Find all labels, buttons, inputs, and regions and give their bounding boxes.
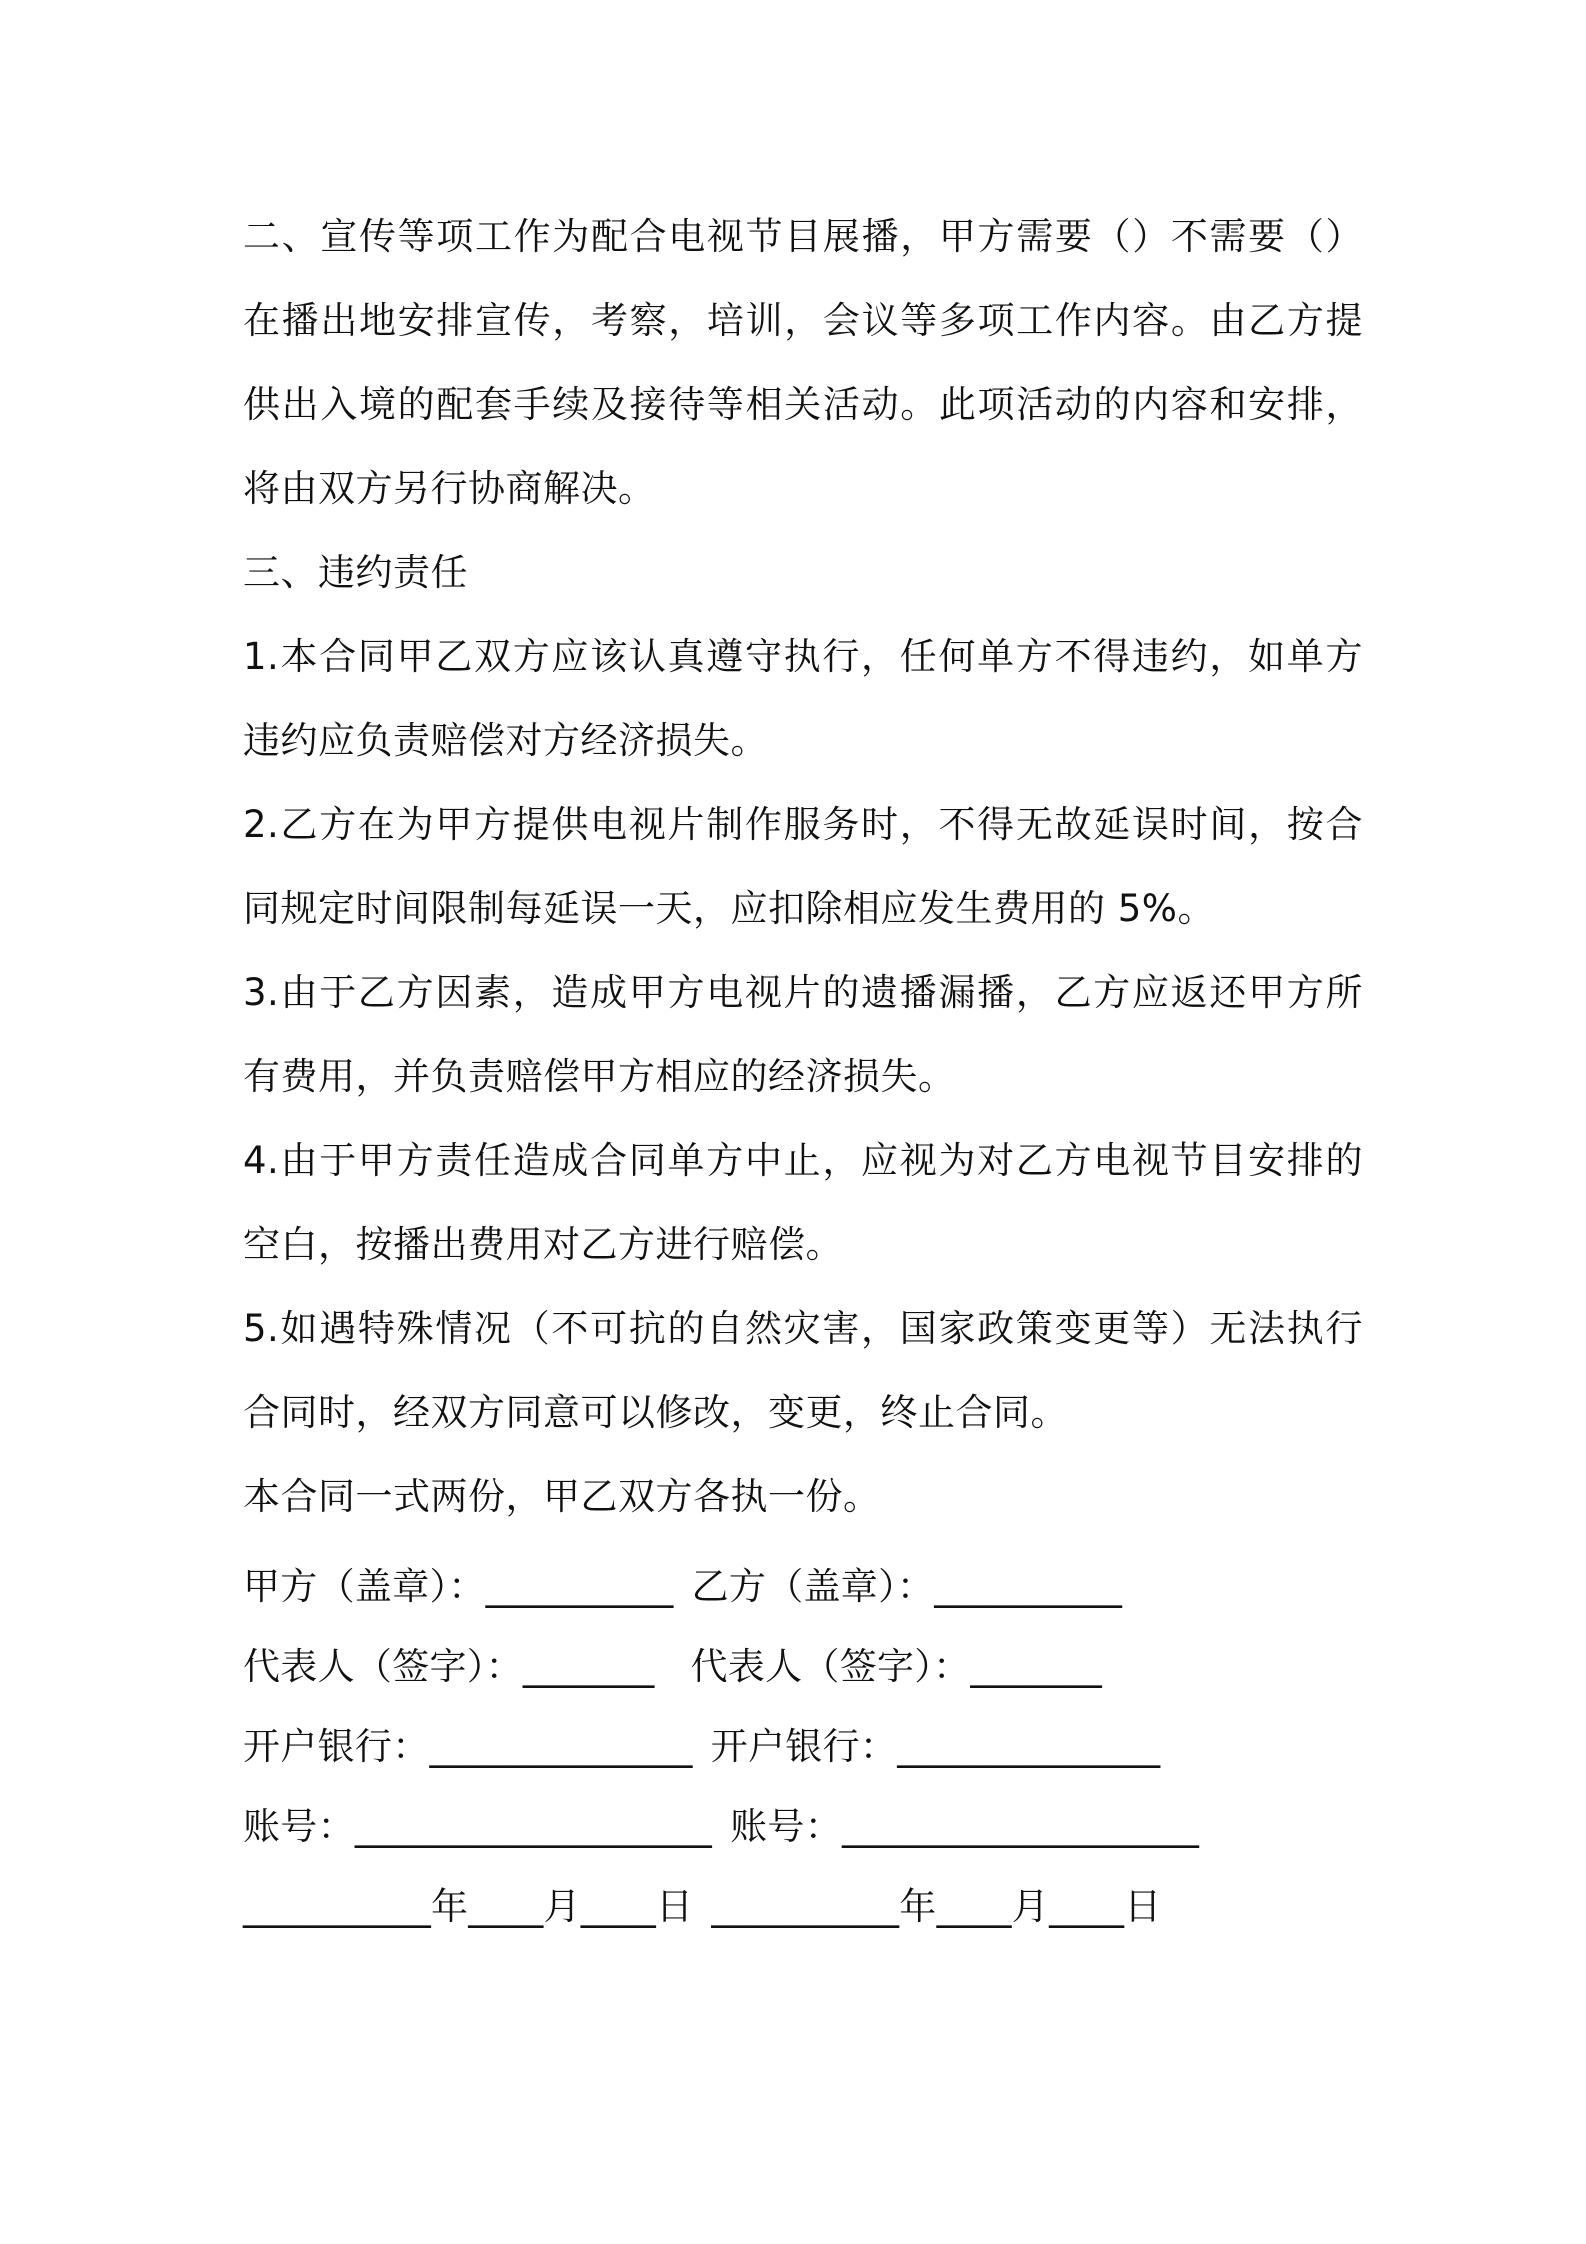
party-a-bank-field[interactable]: 开户银行：______________ — [243, 1725, 693, 1768]
party-b-date-field[interactable]: __________年____月____日 — [711, 1885, 1162, 1928]
signature-row-representative — [243, 1627, 1363, 1707]
clause-breach-5: 5.如遇特殊情况（不可抗的自然灾害，国家政策变更等）无法执行合同时，经双方同意可以修改，变更，终止合同。 — [243, 1307, 1363, 1434]
clause-breach-4: 4.由于甲方责任造成合同单方中止，应视为对乙方电视节目安排的空白，按播出费用对乙方进行赔偿。 — [243, 1139, 1363, 1266]
party-b-rep-field[interactable]: 代表人（签字）：_______ — [690, 1645, 1102, 1688]
signature-row-bank — [243, 1707, 1363, 1787]
signature-block — [243, 1547, 1363, 1947]
signature-row-account — [243, 1787, 1363, 1867]
party-a-seal-field[interactable]: 甲方（盖章）：__________ — [243, 1565, 674, 1608]
party-b-bank-field[interactable]: 开户银行：______________ — [710, 1725, 1161, 1768]
copies-statement: 本合同一式两份，甲乙双方各执一份。 — [243, 1475, 881, 1518]
signature-row-seal — [243, 1547, 1363, 1627]
signature-row-date — [243, 1867, 1363, 1947]
party-b-seal-field[interactable]: 乙方（盖章）：__________ — [691, 1565, 1123, 1608]
clause-publicity: 二、宣传等项工作为配合电视节目展播，甲方需要（）不需要（）在播出地安排宣传，考察，培训，会议等多项工作内容。由乙方提供出入境的配套手续及接待等相关活动。此项活动的内容和安排，将由双方另行协商解决。 — [243, 215, 1363, 510]
clause-breach-3: 3.由于乙方因素，造成甲方电视片的遗播漏播，乙方应返还甲方所有费用，并负责赔偿甲方相应的经济损失。 — [243, 971, 1363, 1098]
clause-breach-1: 1.本合同甲乙双方应该认真遵守执行，任何单方不得违约，如单方违约应负责赔偿对方经济损失。 — [243, 635, 1363, 762]
party-a-date-field[interactable]: __________年____月____日 — [243, 1885, 694, 1928]
party-a-rep-field[interactable]: 代表人（签字）：_______ — [243, 1645, 655, 1688]
party-b-account-field[interactable]: 账号：___________________ — [730, 1805, 1200, 1848]
clause-breach-2: 2.乙方在为甲方提供电视片制作服务时，不得无故延误时间，按合同规定时间限制每延误一天，应扣除相应发生费用的 5%。 — [243, 803, 1363, 930]
section-heading-breach: 三、违约责任 — [243, 551, 468, 594]
contract-page — [243, 195, 1363, 1947]
party-a-account-field[interactable]: 账号：___________________ — [243, 1805, 713, 1848]
